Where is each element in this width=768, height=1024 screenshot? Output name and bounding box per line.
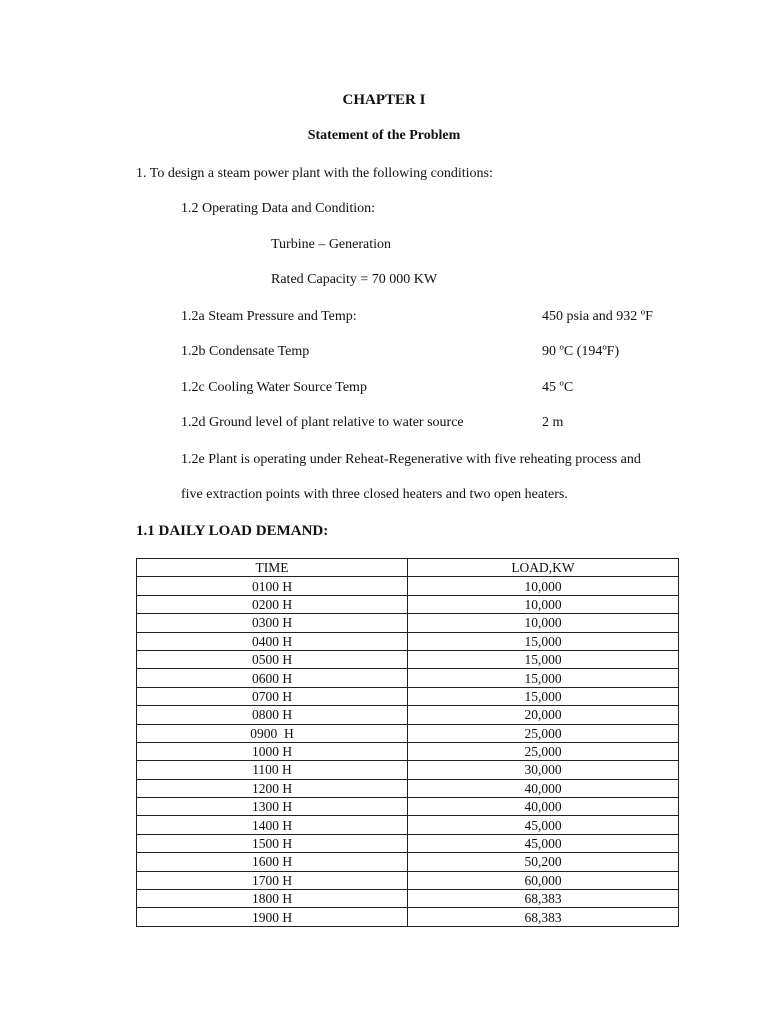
table-row (137, 669, 679, 687)
section-subtitle: Statement of the Problem (307, 128, 461, 143)
table-row (137, 834, 679, 852)
column-header-load: LOAD,KW (408, 559, 679, 577)
time-cell: 1500 H (137, 834, 408, 852)
load-cell: 45,000 (408, 834, 679, 852)
time-cell: 1100 H (137, 761, 408, 779)
chapter-title: CHAPTER I (342, 92, 426, 108)
table-row (137, 798, 679, 816)
load-cell: 45,000 (408, 816, 679, 834)
load-cell: 30,000 (408, 761, 679, 779)
load-demand-table (136, 558, 679, 927)
spec-value-condensate: 90 ºC (194ºF) (542, 344, 620, 359)
table-row (137, 908, 679, 926)
time-cell: 0800 H (137, 706, 408, 724)
table-row (137, 706, 679, 724)
spec-label-condensate: 1.2b Condensate Temp (181, 344, 310, 359)
load-cell: 40,000 (408, 798, 679, 816)
time-cell: 0200 H (137, 595, 408, 613)
time-cell: 1000 H (137, 742, 408, 760)
plant-description-line-1: 1.2e Plant is operating under Reheat-Regenerative with five reheating process and (181, 452, 641, 467)
table-row (137, 761, 679, 779)
table-header-row (137, 559, 679, 577)
time-cell: 0500 H (137, 650, 408, 668)
spec-value-steam: 450 psia and 932 ºF (542, 309, 653, 324)
spec-value-ground-level: 2 m (542, 415, 564, 430)
table-row (137, 816, 679, 834)
rated-capacity-line: Rated Capacity = 70 000 KW (271, 272, 438, 287)
table-row (137, 632, 679, 650)
turbine-line: Turbine – Generation (271, 237, 392, 252)
load-cell: 15,000 (408, 687, 679, 705)
time-cell: 0700 H (137, 687, 408, 705)
time-cell: 1300 H (137, 798, 408, 816)
table-row (137, 871, 679, 889)
time-cell: 0400 H (137, 632, 408, 650)
table-row (137, 742, 679, 760)
table-row (137, 779, 679, 797)
operating-data-heading: 1.2 Operating Data and Condition: (181, 201, 376, 216)
time-cell: 0900 H (137, 724, 408, 742)
spec-value-cooling-water: 45 ºC (542, 380, 574, 395)
plant-description-line-2: five extraction points with three closed heaters and two open heaters. (181, 487, 568, 502)
table-row (137, 577, 679, 595)
time-cell: 1800 H (137, 890, 408, 908)
load-cell: 20,000 (408, 706, 679, 724)
table-row (137, 687, 679, 705)
time-cell: 0600 H (137, 669, 408, 687)
table-row (137, 853, 679, 871)
time-cell: 1900 H (137, 908, 408, 926)
load-cell: 10,000 (408, 595, 679, 613)
spec-label-steam: 1.2a Steam Pressure and Temp: (181, 309, 357, 324)
load-cell: 40,000 (408, 779, 679, 797)
load-cell: 68,383 (408, 890, 679, 908)
time-cell: 0100 H (137, 577, 408, 595)
time-cell: 1400 H (137, 816, 408, 834)
load-cell: 15,000 (408, 632, 679, 650)
load-cell: 10,000 (408, 577, 679, 595)
table-row (137, 890, 679, 908)
load-cell: 68,383 (408, 908, 679, 926)
table-row (137, 595, 679, 613)
time-cell: 1600 H (137, 853, 408, 871)
table-row (137, 614, 679, 632)
intro-paragraph: 1. To design a steam power plant with the following conditions: (136, 166, 493, 181)
time-cell: 0300 H (137, 614, 408, 632)
table-row (137, 650, 679, 668)
load-cell: 15,000 (408, 650, 679, 668)
spec-label-cooling-water: 1.2c Cooling Water Source Temp (181, 380, 367, 395)
time-cell: 1200 H (137, 779, 408, 797)
load-cell: 10,000 (408, 614, 679, 632)
load-cell: 60,000 (408, 871, 679, 889)
load-cell: 25,000 (408, 724, 679, 742)
column-header-time: TIME (137, 559, 408, 577)
time-cell: 1700 H (137, 871, 408, 889)
table-body (137, 577, 679, 926)
load-cell: 50,200 (408, 853, 679, 871)
load-demand-heading: 1.1 DAILY LOAD DEMAND: (136, 523, 329, 539)
load-cell: 15,000 (408, 669, 679, 687)
load-cell: 25,000 (408, 742, 679, 760)
spec-label-ground-level: 1.2d Ground level of plant relative to water source (181, 415, 464, 430)
table-row (137, 724, 679, 742)
